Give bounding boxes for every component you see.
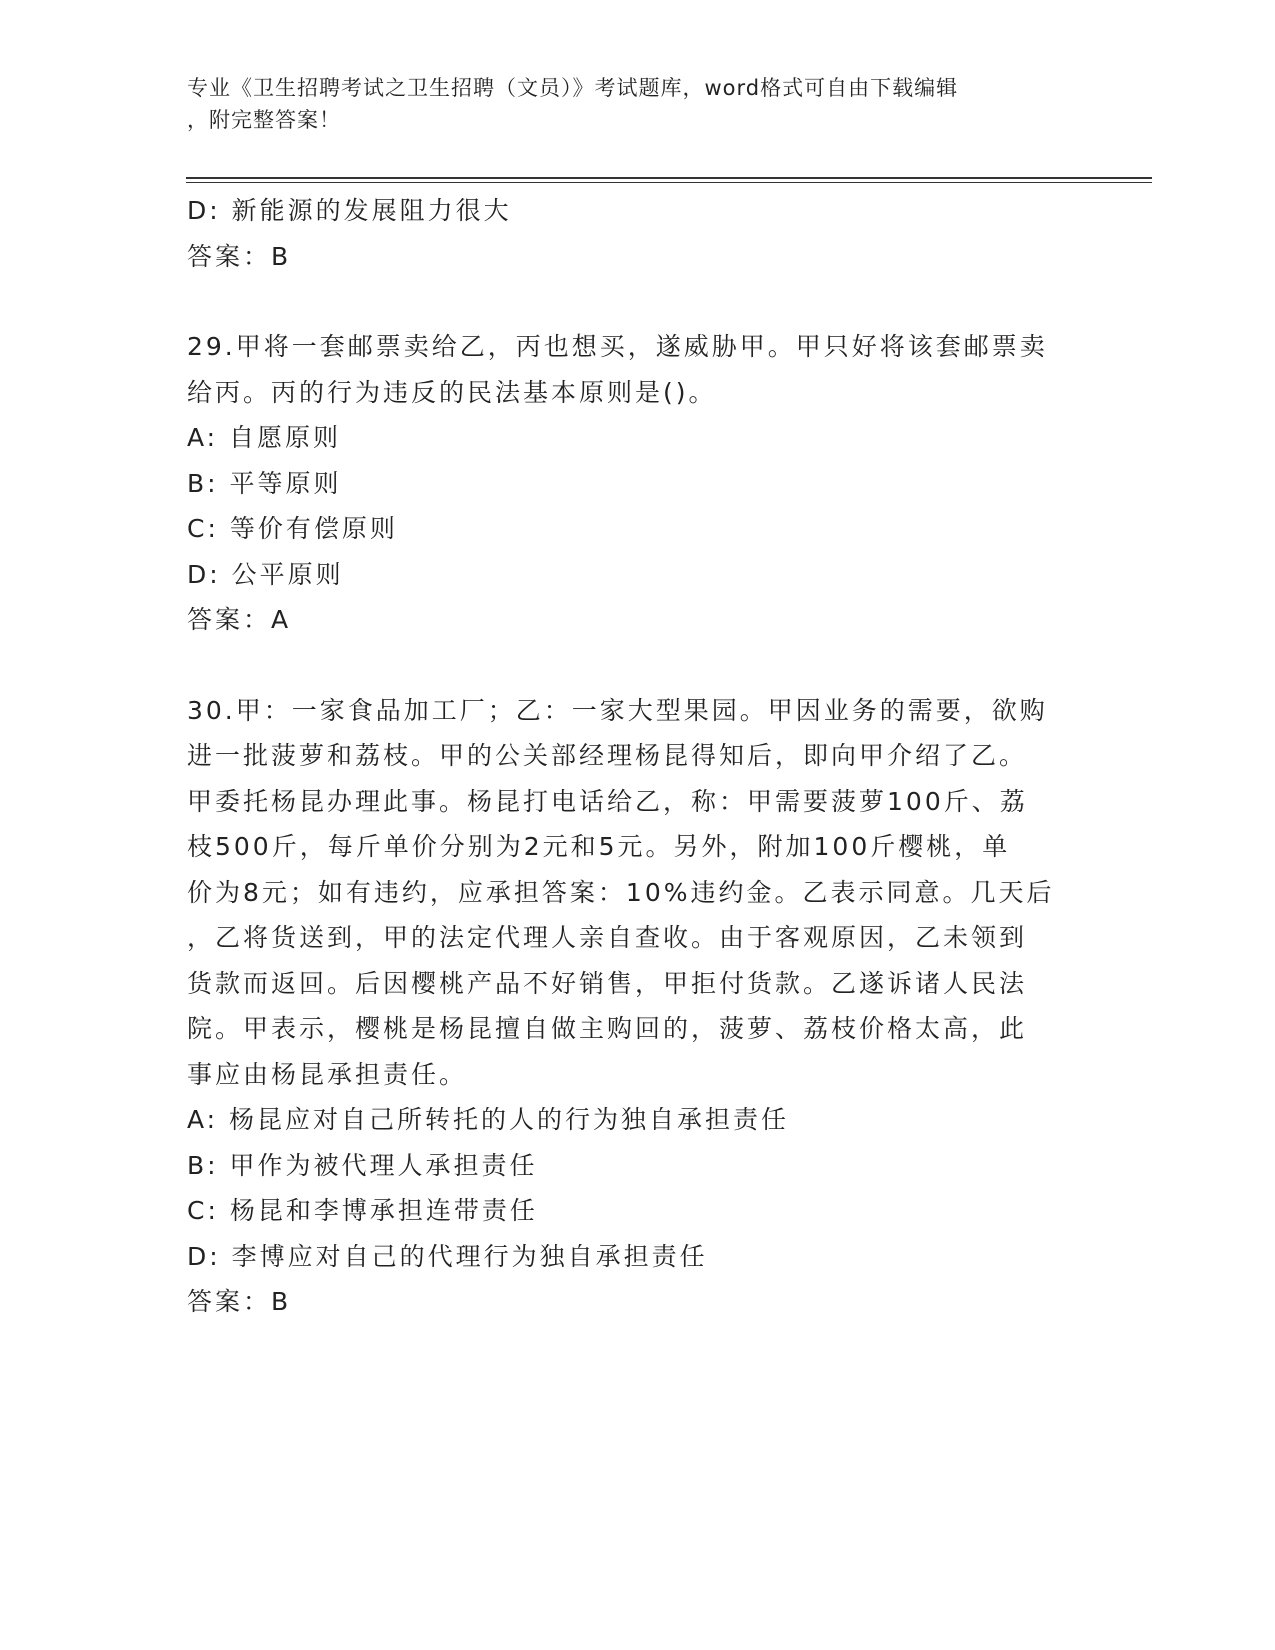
spacer [187, 643, 1087, 688]
question-30 [187, 688, 1087, 1325]
answer: 答案：B [187, 241, 292, 271]
header-divider-thick [186, 177, 1152, 179]
option-a: A: 杨昆应对自己所转托的人的行为独自承担责任 [187, 1105, 790, 1134]
question-29 [187, 324, 1087, 643]
option-c: C: 杨昆和李博承担连带责任 [187, 1196, 538, 1225]
option-b: B: 平等原则 [187, 468, 342, 498]
page-header [187, 72, 1067, 136]
document-body [187, 188, 1087, 1325]
option-d: D: 公平原则 [187, 559, 344, 589]
header-divider-thin [186, 182, 1152, 183]
option-d: D: 李博应对自己的代理行为独自承担责任 [187, 1241, 708, 1271]
header-line-2: ，附完整答案！ [187, 108, 341, 132]
spacer [187, 279, 1087, 324]
question-text-line: 30.甲：一家食品加工厂；乙：一家大型果园。甲因业务的需要，欲购 [187, 695, 1048, 725]
question-text-line: ，乙将货送到，甲的法定代理人亲自查收。由于客观原因，乙未领到 [187, 923, 1028, 952]
option-d: D: 新能源的发展阻力很大 [187, 196, 512, 225]
option-a: A: 自愿原则 [187, 423, 342, 452]
previous-question-tail [187, 188, 1087, 279]
question-text-line: 价为8元；如有违约，应承担答案：10%违约金。乙表示同意。几天后 [187, 877, 1055, 907]
question-text-line: 枝500斤，每斤单价分别为2元和5元。另外，附加100斤樱桃，单 [187, 832, 1011, 861]
answer: 答案：A [187, 605, 292, 634]
option-c: C: 等价有偿原则 [187, 514, 398, 543]
question-text-line: 院。甲表示，樱桃是杨昆擅自做主购回的，菠萝、荔枝价格太高，此 [187, 1014, 1028, 1043]
question-text-line: 甲委托杨昆办理此事。杨昆打电话给乙，称：甲需要菠萝100斤、荔 [187, 786, 1028, 816]
question-text-line: 货款而返回。后因樱桃产品不好销售，甲拒付货款。乙遂诉诸人民法 [187, 968, 1028, 998]
header-line-1: 专业《卫生招聘考试之卫生招聘（文员）》考试题库，word格式可自由下载编辑 [187, 76, 959, 100]
answer: 答案：B [187, 1287, 292, 1316]
question-text-line: 进一批菠萝和荔枝。甲的公关部经理杨昆得知后，即向甲介绍了乙。 [187, 741, 1028, 770]
question-text-line: 事应由杨昆承担责任。 [187, 1059, 468, 1089]
question-text-line: 29.甲将一套邮票卖给乙，丙也想买，遂威胁甲。甲只好将该套邮票卖 [187, 332, 1048, 361]
question-text-line: 给丙。丙的行为违反的民法基本原则是()。 [187, 377, 717, 407]
option-b: B: 甲作为被代理人承担责任 [187, 1150, 538, 1180]
